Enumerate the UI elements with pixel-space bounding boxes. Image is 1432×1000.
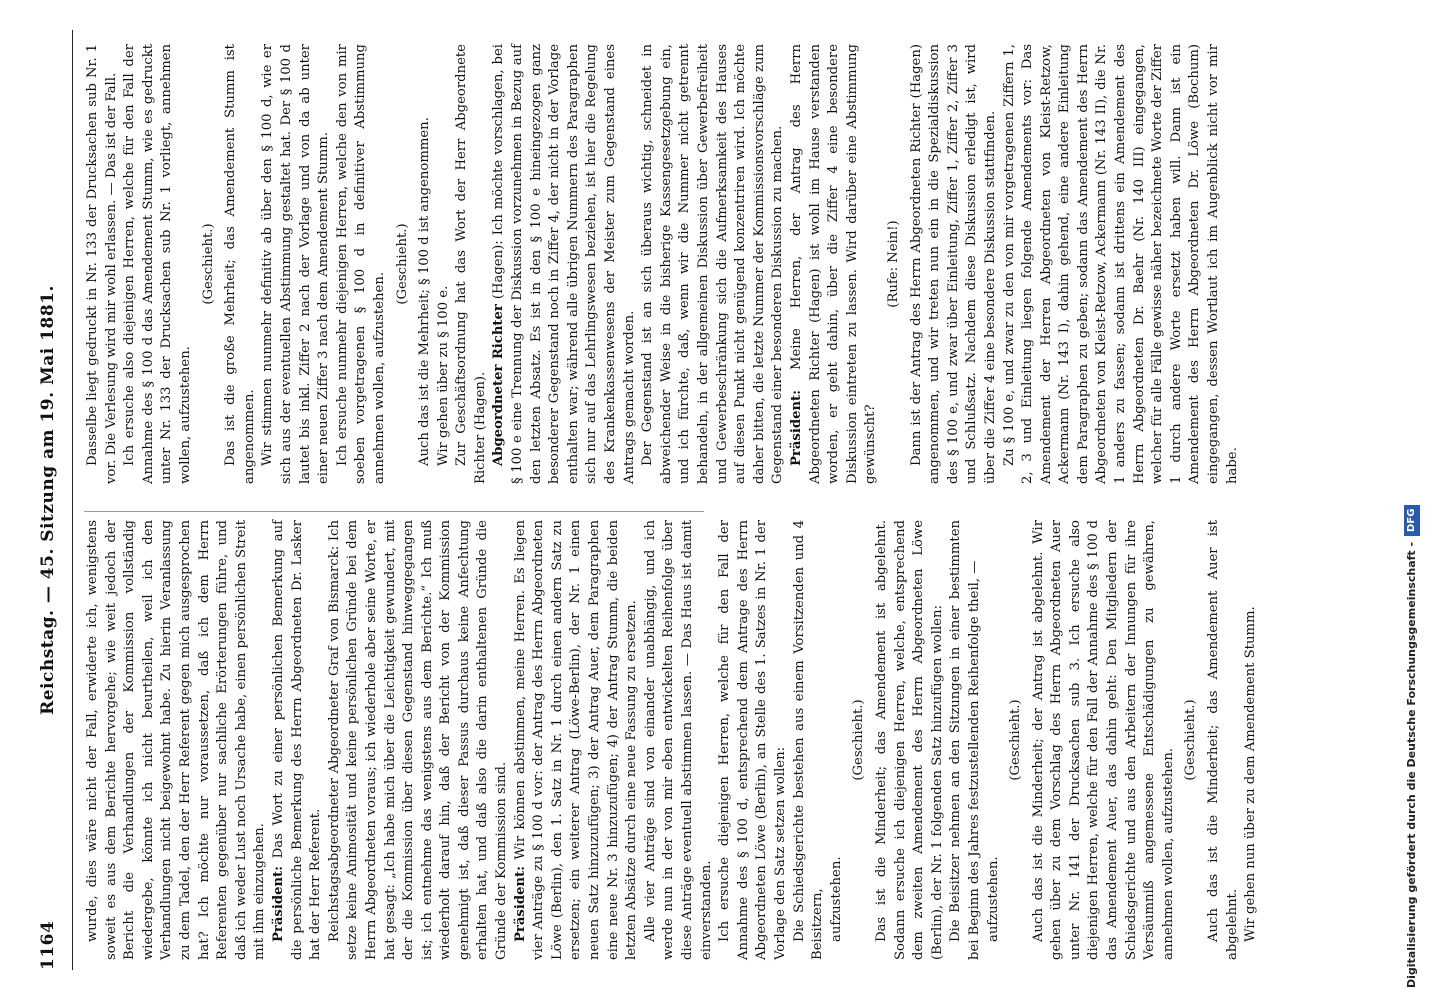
paragraph-text: Die Schiedsgerichte bestehen aus einem Vorsitzenden und 4 Beisitzern,	[791, 520, 826, 960]
paragraph-text: Ich ersuche diejenigen Herren, welche für den Fall der Annahme des § 100 d, entsprechend dem Antrage des Herrn Abgeordneten Löwe (Berlin), an Stelle des 1. Satzes in Nr. 1 der Vorlage den Satz setzen wollen:	[717, 520, 788, 960]
paragraph-text: Auch das ist die Mehrheit; § 100 d ist angenommen.	[417, 117, 433, 466]
paragraph-text: Wir gehen über zu § 100 e.	[435, 285, 451, 466]
paragraph-text: Das ist die große Mehrheit; das Amendement Stumm ist angenommen.	[223, 44, 257, 484]
paragraph	[416, 44, 435, 484]
right-text-column	[84, 43, 1240, 484]
paragraph-text: Wir stimmen nunmehr definitiv ab über den § 100 d, wie er sich aus der eventuellen Abstimmung gestaltet hat. Der § 100 d lautet bis inkl. Ziffer 2 nach der Vorlage und von da ab unter einer neuen Ziffer 3 nach dem Amendement Stumm.	[260, 44, 332, 484]
paragraph	[435, 44, 454, 484]
paragraph-text: aufzustehen.	[828, 856, 844, 942]
paragraph-text: Auch das ist die Minderheit; das Amendement Auer ist abgelehnt.	[1206, 520, 1240, 960]
page-number: 1164	[38, 920, 58, 970]
paragraph	[1205, 520, 1242, 960]
paragraph	[121, 44, 195, 484]
paragraph-text: Wir gehen nun über zu dem Amendement Stumm.	[1243, 606, 1259, 942]
paragraph	[453, 44, 490, 484]
paragraph	[1030, 520, 1179, 960]
paragraph	[490, 44, 639, 484]
paragraph-text: (Geschieht.)	[200, 223, 216, 305]
speaker-name: Präsident:	[788, 389, 804, 466]
paragraph	[326, 520, 512, 960]
speaker-name: Abgeordneter Richter	[491, 304, 507, 466]
page-header	[30, 30, 74, 970]
paragraph-text: Dasselbe liegt gedruckt in Nr. 133 der Drucksachen sub Nr. 1 vor. Die Verlesung wird mir wohl erlassen. — Das ist der Fall.	[85, 44, 119, 484]
paragraph	[791, 520, 828, 960]
paragraph-text: (Geschieht.)	[1008, 699, 1024, 781]
page-title: Reichstag. — 45. Sitzung am 19. Mai 1881.	[38, 285, 58, 715]
paragraph	[828, 520, 847, 960]
stage-direction	[1182, 520, 1201, 960]
paragraph	[985, 520, 1004, 960]
stage-direction	[885, 44, 904, 484]
paragraph	[84, 520, 270, 960]
paragraph-text: Dann ist der Antrag des Herrn Abgeordneten Richter (Hagen) angenommen, und wir treten nun ein in die Spezialdiskussion des § 100 e, und zwar über Einleitung, Ziffer 1, Ziffer 2, Ziffer 3 und Schlußsatz. Nachdem diese Diskussion erledigt ist, wird über die Ziffer 4 eine besondere Diskussion stattfinden.	[908, 44, 998, 484]
paragraph-text: Die Beisitzer nehmen an den Sitzungen in einer bestimmten bei Beginn des Jahres festzustellenden Reihenfolge theil, —	[948, 520, 982, 960]
paragraph-text: Ich ersuche nunmehr diejenigen Herren, welche den von mir soeben vorgetragenen § 100 d in definitiver Abstimmung annehmen wollen, aufzustehen.	[334, 44, 387, 484]
stage-direction	[1007, 520, 1026, 960]
paragraph	[84, 44, 121, 484]
paragraph	[1001, 44, 1243, 484]
stage-direction	[850, 520, 869, 960]
paragraph	[788, 44, 881, 484]
paragraph-text: Ich ersuche also diejenigen Herren, welche für den Fall der Annahme des § 100 d das Amendement Stumm, wie es gedruckt unter Nr. 133 der Drucksachen sub Nr. 1 vorliegt, annehmen wollen, aufzustehen.	[122, 44, 193, 484]
stage-direction	[394, 44, 413, 484]
paragraph-text: Das ist die Minderheit; das Amendement ist abgelehnt. Sodann ersuche ich diejenigen Herren, welche, entsprechend dem zweiten Amendement des Herrn Abgeordneten Löwe (Berlin), der Nr. 1 folgenden Satz hinzufügen wollen:	[873, 520, 945, 960]
digitization-credit	[1398, 12, 1426, 988]
paragraph-text: Auch das ist die Minderheit; der Antrag ist abgelehnt. Wir gehen über zu dem Vorschlag des Herrn Abgeordneten Auer unter Nr. 141 der Drucksachen sub 3. Ich ersuche also diejenigen Herren, welche für den Fall der Annahme des § 100 d das Amendement Auer, das dahin geht: Den Mitgliedern der Schiedsgerichte und aus den Arbeitern der Innungen für ihre Versäumniß angemessene Entschädigungen zu gewähren, annehmen wollen, aufzustehen.	[1030, 520, 1176, 960]
paragraph	[716, 520, 790, 960]
dfg-logo: DFG	[1404, 505, 1420, 536]
paragraph-text: Der Gegenstand ist an sich überaus wichtig, schneidet in abweichender Weise in die bisherige Kassengesetzgebung ein, und ich fürchte, daß, wenn wir die Nummer nicht getrennt behandeln, in der allgemeinen Diskussion über Gewerbefreiheit und Gewerbeschränkung sich die Aufmerksamkeit des Hauses auf diesen Punkt nicht genügend konzentriren wird. Ich möchte daher bitten, die letzte Nummer der Kommissionsvorschläge zum Gegenstand einer besonderen Diskussion zu machen.	[640, 44, 786, 484]
paragraph	[947, 520, 984, 960]
paragraph	[1242, 520, 1261, 960]
paragraph-text: Zu § 100 e, und zwar zu den von mir vorgetragenen Ziffern 1, 2, 3 und Einleitung liegen folgende Amendements vor: Das Amendement der Herren Abgeordneten von Kleist-Retzow, Ackermann (Nr. 143 I), dahin gehend, eine andere Einleitung dem Paragraphen zu geben; sodann das Amendement des Herrn Abgeordneten von Kleist-Retzow, Ackermann (Nr. 143 II), die Nr. 1 anders zu fassen; sodann ist drittens ein Amendement des Herrn Abgeordneten Dr. Baehr (Nr. 140 III) eingegangen, welcher für alle Fälle gewisse näher bezeichnete Worte der Ziffer 1 durch andere Worte ersetzt haben will. Dann ist ein Amendement des Herrn Abgeordneten Dr. Löwe (Bochum) eingegangen, dessen Wortlaut ich im Augenblick nicht vor mir habe.	[1001, 44, 1240, 484]
paragraph	[642, 520, 716, 960]
paragraph	[639, 44, 788, 484]
paragraph-text: (Geschieht.)	[1183, 699, 1199, 781]
header-rule	[72, 30, 73, 970]
speaker-name: Präsident:	[270, 865, 286, 942]
stage-direction	[200, 44, 219, 484]
paragraph	[334, 44, 390, 484]
paragraph-text: Wir können abstimmen, meine Herren. Es liegen vier Anträge zu § 100 d vor: der Antrag des Herrn Abgeordneten Löwe (Berlin), den 1. Satz in Nr. 1 durch einen andern Satz zu ersetzen; ein weiterer Antrag (Löwe-Berlin), der Nr. 1 einen neuen Satz hinzuzufügen; 3) der Antrag Auer, dem Paragraphen eine neue Nr. 3 hinzuzufügen; 4) der Antrag Stumm, die beiden letzten Absätze durch eine neue Fassung zu ersetzen.	[512, 520, 640, 960]
paragraph	[873, 520, 947, 960]
speaker-name: Präsident:	[512, 865, 528, 942]
paragraph	[222, 44, 259, 484]
column-divider	[84, 511, 704, 512]
paragraph	[259, 44, 333, 484]
credit-text: Digitalisierung gefördert durch die Deutsche Forschungsgemeinschaft -	[1405, 541, 1418, 988]
paragraph	[270, 520, 326, 960]
paragraph-text: (Hagen): Ich möchte vorschlagen, bei § 100 e eine Trennung der Diskussion vorzunehmen in Bezug auf den letzten Absatz. Es ist in den § 100 e hineingezogen ganz besonderer Gegenstand noch in Ziffer 4, der nicht in der Vorlage enthalten war; während alle übrigen Nummern des Paragraphen sich nur auf das Lehrlingswesen beziehen, ist hier die Regelung des Krankenkassenwesens der Meister zum Gegenstand eines Antrags gemacht worden.	[491, 43, 637, 484]
paragraph-text: (Geschieht.)	[851, 699, 867, 781]
paragraph-text: Alle vier Anträge sind von einander unabhängig, und ich werde nun in der von mir eben entwickelten Reihenfolge über diese Anträge eventuell abstimmen lassen. — Das Haus ist damit einverstanden.	[642, 520, 714, 960]
paragraph-text: Das Wort zu einer persönlichen Bemerkung auf die persönliche Bemerkung des Herrn Abgeordneten Dr. Lasker hat der Herr Referent.	[270, 520, 324, 960]
paragraph-text: (Rufe: Nein!)	[885, 220, 901, 308]
paragraph-text: wurde, dies wäre nicht der Fall, erwiderte ich, wenigstens soweit es aus dem Berichte hervorgehe; wie weit jedoch der Bericht die Verhandlungen der Kommission vollständig wiedergebe, könnte ich nicht beurtheilen, weil ich den Verhandlungen nicht beigewohnt habe. Zu hierin Veranlassung zu dem Tadel, den der Herr Referent gegen mich ausgesprochen hat? Ich möchte nur voraussetzen, daß ich dem Herrn Referenten gegenüber nur sachliche Erörterungen führe, und daß ich weder Lust noch Ursache habe, einen persönlichen Streit mit ihm einzugehen.	[85, 520, 268, 960]
paragraph-text: Meine Herren, der Antrag des Herrn Abgeordneten Richter (Hagen) ist wohl im Hause verstanden worden, er geht dahin, über die Ziffer 4 eine besondere Diskussion eintreten zu lassen. Wird darüber eine Abstimmung gewünscht?	[788, 44, 879, 484]
paragraph	[908, 44, 1001, 484]
left-text-column	[84, 520, 1259, 960]
paragraph-text: aufzustehen.	[985, 856, 1001, 942]
paragraph-text: Reichstagsabgeordneter Abgeordneter Graf von Bismarck: Ich setze keine Animosität und keine persönlichen Gründe bei dem Herrn Abgeordneten voraus; ich wiederhole aber seine Worte, er hat gesagt: „Ich habe mich über die Leichtigkeit gewundert, mit der die Kommission über diesen Gegenstand hinweggegangen ist; ich entnehme das wenigstens aus dem Berichte.“ Ich muß wiederholt darauf hin, daß der Bericht von der Kommission genehmigt ist, daß dieser Passus durchaus keine Anfechtung erhalten hat, und daß also die darin enthaltenen Gründe die Gründe der Kommission sind.	[326, 520, 510, 960]
paragraph-text: (Geschieht.)	[394, 223, 410, 305]
paragraph	[512, 520, 642, 960]
paragraph-text: Zur Geschäftsordnung hat das Wort der Herr Abgeordnete Richter (Hagen).	[454, 44, 488, 484]
